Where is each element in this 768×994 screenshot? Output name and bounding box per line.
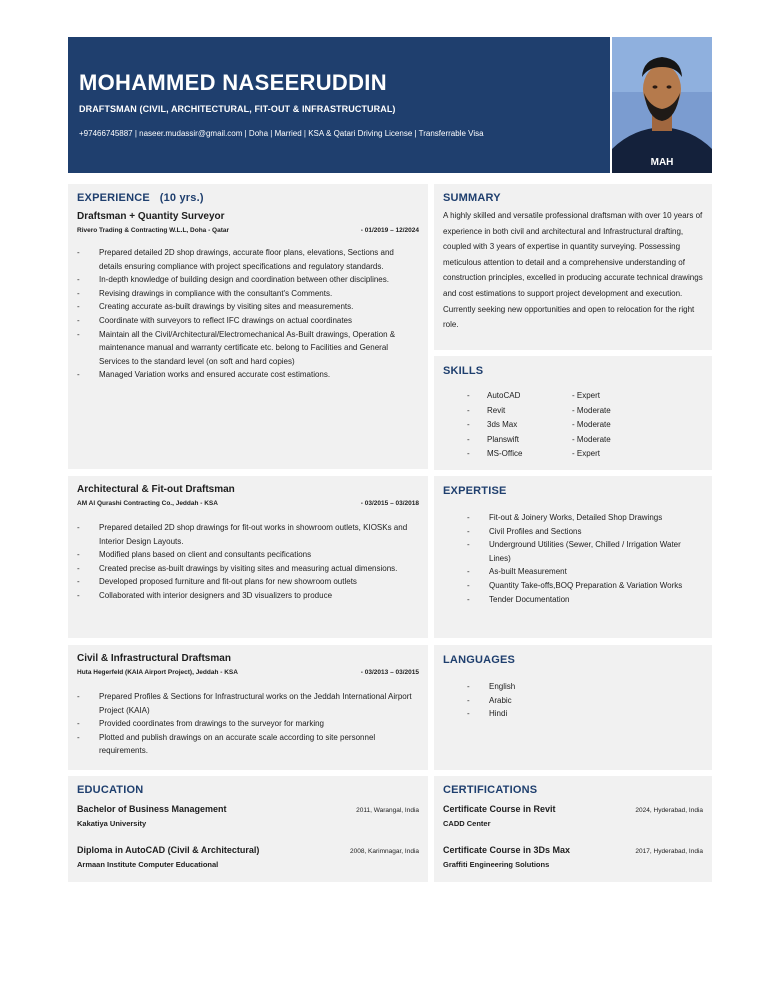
certificate-name: Certificate Course in Revit xyxy=(443,804,556,814)
education-heading: EDUCATION xyxy=(77,784,144,796)
job-dates: - 01/2019 – 12/2024 xyxy=(360,227,419,234)
job-panel xyxy=(68,645,428,770)
degree-meta: 2011, Warangal, India xyxy=(356,807,419,814)
job-dates: - 03/2015 – 03/2018 xyxy=(360,500,419,507)
certifications-panel xyxy=(434,776,712,882)
duty-item: - Developed proposed furniture and fit-out plans for new showroom outlets xyxy=(77,575,419,589)
certifications-heading: CERTIFICATIONS xyxy=(443,784,538,796)
skill-row: - MS-Office - Expert xyxy=(467,449,601,459)
duty-item: - Provided coordinates from drawings to the surveyor for marking xyxy=(77,717,419,731)
institution-name: Kakatiya University xyxy=(77,819,147,828)
certificate-meta: 2017, Hyderabad, India xyxy=(635,848,703,855)
contact-line: +97466745887 | naseer.mudassir@gmail.com | Doha | Married | KSA & Qatari Driving License | Transferrable Visa xyxy=(79,129,484,138)
language-item: - English xyxy=(467,680,703,694)
expertise-item: - Civil Profiles and Sections xyxy=(467,525,703,539)
certificate-institution: Graffiti Engineering Solutions xyxy=(443,860,550,869)
language-item: - Hindi xyxy=(467,707,703,721)
duty-item: - Prepared detailed 2D shop drawings, accurate floor plans, elevations, Sections and details ensuring compliance with project specifications and regulatory standards. xyxy=(77,246,419,273)
duty-item: - Creating accurate as-built drawings by visiting sites and measurements. xyxy=(77,300,419,314)
duty-item: - Managed Variation works and ensured accurate cost estimations. xyxy=(77,368,419,382)
job-duties xyxy=(77,246,419,382)
skill-row: - AutoCAD - Expert xyxy=(467,391,601,400)
duty-item: - Created precise as-built drawings by visiting sites and measuring actual dimensions. xyxy=(77,562,419,576)
skills-list xyxy=(443,389,703,462)
summary-heading: SUMMARY xyxy=(443,192,501,204)
expertise-item: - Quantity Take-offs,BOQ Preparation & Variation Works xyxy=(467,579,703,593)
job-meta xyxy=(77,227,419,234)
duty-item: - Coordinate with surveyors to reflect IFC drawings on actual coordinates xyxy=(77,314,419,328)
duty-item: - Plotted and publish drawings on an accurate scale according to site personnel requirements. xyxy=(77,731,419,758)
candidate-name: MOHAMMED NASEERUDDIN xyxy=(79,70,387,95)
profile-photo xyxy=(612,37,712,173)
duty-item: - In-depth knowledge of building design and coordination between other disciplines. xyxy=(77,273,419,287)
job-title: Architectural & Fit-out Draftsman xyxy=(77,484,235,495)
expertise-item: - Tender Documentation xyxy=(467,593,703,607)
expertise-item: - As-built Measurement xyxy=(467,565,703,579)
job-duties xyxy=(77,690,419,758)
degree-meta: 2008, Karimnagar, India xyxy=(349,848,419,855)
job-dates: - 03/2013 – 03/2015 xyxy=(360,669,419,676)
job-title: Civil & Infrastructural Draftsman xyxy=(77,653,231,664)
certificate-entry xyxy=(443,845,703,869)
job-meta xyxy=(77,500,419,507)
duty-item: - Prepared Profiles & Sections for Infrastructural works on the Jeddah International Airport Project (KAIA) xyxy=(77,690,419,717)
job-company: Huta Hegerfeld (KAIA Airport Project), Jeddah - KSA xyxy=(77,669,238,676)
resume-header xyxy=(68,37,610,173)
expertise-item: - Fit-out & Joinery Works, Detailed Shop Drawings xyxy=(467,511,703,525)
duty-item: - Prepared detailed 2D shop drawings for fit-out works in showroom outlets, KIOSKs and Interior Design Layouts. xyxy=(77,521,419,548)
profile-photo-image xyxy=(612,37,712,173)
education-entry xyxy=(77,804,419,828)
certificate-meta: 2024, Hyderabad, India xyxy=(635,807,703,814)
job-title: Draftsman + Quantity Surveyor xyxy=(77,211,225,222)
languages-list xyxy=(443,680,703,721)
job-company: Rivero Trading & Contracting W.L.L, Doha - Qatar xyxy=(77,227,230,234)
degree-name: Diploma in AutoCAD (Civil & Architectural) xyxy=(77,845,260,855)
duty-item: - Revising drawings in compliance with the consultant's Comments. xyxy=(77,287,419,301)
experience-heading: EXPERIENCE (10 yrs.) xyxy=(77,192,204,204)
education-panel xyxy=(68,776,428,882)
certificate-entry xyxy=(443,804,703,828)
duty-item: - Collaborated with interior designers and 3D visualizers to produce xyxy=(77,589,419,603)
skill-row: - 3ds Max - Moderate xyxy=(467,420,611,430)
skill-row: - Revit - Moderate xyxy=(467,405,611,415)
summary-text: A highly skilled and versatile professional draftsman with over 10 years of experience in both civil and architectural and Infrastructural drafting, coupled with 3 years of expertise in quantity surveying. Possessing meticulous attention to detail and a comprehensive understanding of construction principles, excelled in producing accurate technical drawings and cost estimations to support project development and execution. Currently seeking new opportunities and open to relocation for the right role. xyxy=(443,211,703,330)
job-company: AM Al Qurashi Contracting Co., Jeddah - KSA xyxy=(77,500,218,507)
job-panel xyxy=(68,476,428,638)
certificate-name: Certificate Course in 3Ds Max xyxy=(443,845,571,855)
skills-heading: SKILLS xyxy=(443,365,484,377)
education-entry xyxy=(77,845,419,869)
expertise-list xyxy=(443,511,703,606)
expertise-panel xyxy=(434,476,712,638)
language-item: - Arabic xyxy=(467,694,703,708)
skills-panel xyxy=(434,356,712,470)
experience-panel xyxy=(68,184,428,469)
certificate-institution: CADD Center xyxy=(443,819,491,828)
job-meta xyxy=(77,669,419,676)
duty-item: - Maintain all the Civil/Architectural/Electromechanical As-Built drawings, Operation & maintenance manual and warranty certificate etc. belong to Facilities and General Services to the standard level (on soft and hard copies) xyxy=(77,328,419,369)
photo-shirt-text: MAH xyxy=(650,157,674,168)
skill-row: - Planswift - Moderate xyxy=(467,434,611,444)
duty-item: - Modified plans based on client and consultants pecifications xyxy=(77,548,419,562)
expertise-heading: EXPERTISE xyxy=(443,485,507,497)
summary-panel xyxy=(434,184,712,350)
job-duties xyxy=(77,521,419,603)
degree-name: Bachelor of Business Management xyxy=(77,804,227,814)
languages-panel xyxy=(434,645,712,770)
expertise-item: - Underground Utilities (Sewer, Chilled / Irrigation Water Lines) xyxy=(467,538,703,565)
institution-name: Armaan Institute Computer Educational xyxy=(77,860,219,869)
languages-heading: LANGUAGES xyxy=(443,654,516,666)
candidate-role: DRAFTSMAN (CIVIL, ARCHITECTURAL, FIT-OUT & INFRASTRUCTURAL) xyxy=(79,104,396,114)
